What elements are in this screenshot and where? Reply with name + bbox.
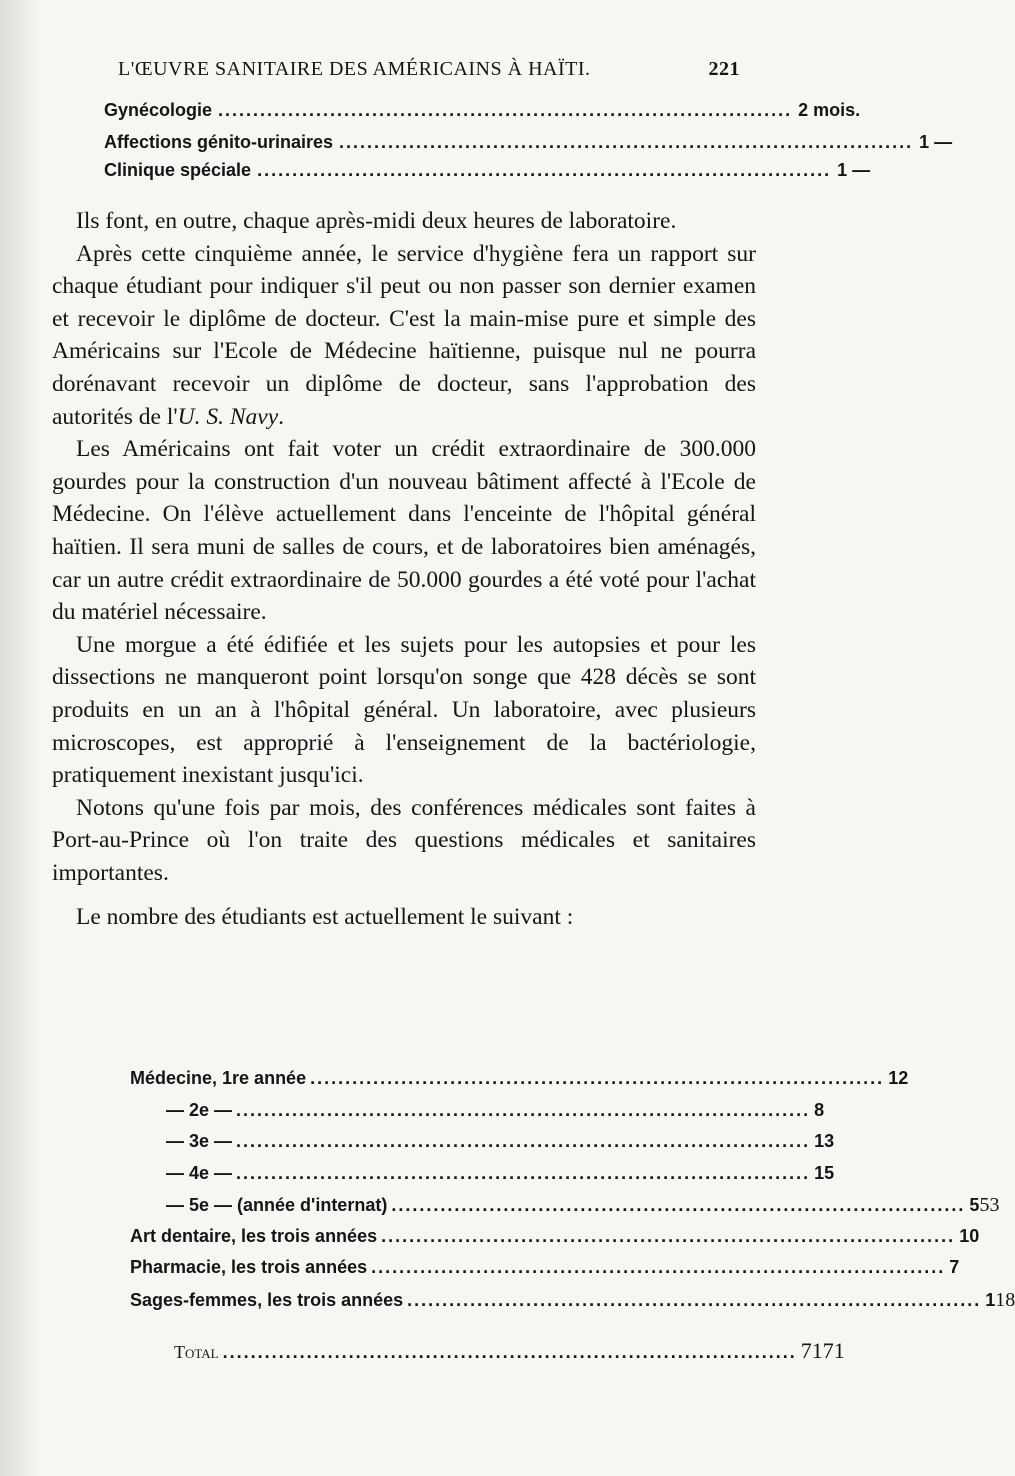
page-number: 221 [708, 58, 740, 80]
row-label: Sages-femmes, les trois années [130, 1289, 404, 1310]
paragraph: Les Américains ont fait voter un crédit extraordinaire de 300.000 gourdes pour la construction d'un nouveau bâtiment affecté à l'Ecole de Médecine. On l'élève actuellement dans l'enceinte de l'hôpital général haïtien. Il sera muni de salles de cours, et de laboratoires bien aménagés, car un autre crédit extraordinaire de 50.000 gourdes a été voté pour l'achat du matériel nécessaire. [52, 436, 756, 626]
row-label: Médecine, 1re année [130, 1068, 307, 1088]
row-count: 10 [959, 1225, 980, 1246]
row-subtotal: 53 [979, 1194, 1000, 1216]
dot-leader: .................................................................................. [371, 1257, 946, 1277]
row-count: 5 [969, 1195, 980, 1215]
schedule-value: 1 — [919, 132, 953, 152]
student-count-table [130, 1068, 1015, 1370]
dot-leader: .................................................................................. [339, 132, 914, 152]
dot-leader: .................................................................................. [222, 1342, 797, 1362]
dot-leader: .................................................................................. [236, 1131, 811, 1151]
row-count: 13 [814, 1131, 835, 1151]
table-row [130, 1162, 835, 1195]
row-label: — 3e — [166, 1131, 233, 1151]
table-row [130, 1288, 1015, 1321]
schedule-label: Affections génito-urinaires [104, 132, 334, 152]
paragraph: Ils font, en outre, chaque après-midi deux heures de laboratoire. [76, 208, 677, 234]
dot-leader: .................................................................................. [236, 1099, 811, 1120]
paragraph: Le nombre des étudiants est actuellement le suivant : [76, 904, 574, 931]
row-count: 1 [985, 1289, 996, 1310]
dot-leader: .................................................................................. [218, 100, 793, 120]
row-count: 15 [814, 1162, 835, 1183]
row-count: 12 [888, 1068, 909, 1088]
row-label: — 4e — [166, 1162, 233, 1183]
row-subtotal: 18 [995, 1288, 1015, 1311]
running-header [118, 58, 740, 81]
running-title: L'ŒUVRE SANITAIRE DES AMÉRICAINS À HAÏTI. [118, 58, 591, 80]
body-text [52, 205, 756, 934]
table-row [130, 1068, 909, 1100]
dot-leader: .................................................................................. [407, 1289, 982, 1310]
table-row [130, 1225, 980, 1258]
total-label: Total [174, 1342, 219, 1362]
table-row [130, 1257, 960, 1289]
schedule-row [104, 132, 953, 153]
schedule-row [104, 160, 871, 181]
table-row [130, 1099, 825, 1132]
schedule-label: Clinique spéciale [104, 160, 252, 180]
paragraph: Notons qu'une fois par mois, des conférences médicales sont faites à Port-au-Prince où l'on traite des questions médicales et sanitaires importantes. [52, 794, 756, 886]
paragraph [52, 238, 756, 434]
page-edge-shadow [0, 0, 40, 1476]
paragraph: Une morgue a été édifiée et les sujets pour les autopsies et pour les dissections ne manqueront point lorsqu'on songe que 428 décès se sont produits en un an à l'hôpital général. Un laboratoire, avec plusieurs microscopes, est approprié à l'enseignement de la bactériologie, pratiquement inexistant jusqu'ici. [52, 631, 756, 789]
total-row [130, 1338, 845, 1370]
schedule-row [104, 100, 861, 121]
paragraph-text: . [278, 403, 285, 430]
dot-leader: .................................................................................. [381, 1225, 956, 1246]
row-label: Pharmacie, les trois années [130, 1257, 368, 1277]
row-label: Art dentaire, les trois années [130, 1225, 378, 1246]
schedule-value: 1 — [837, 160, 871, 180]
row-label: — 2e — [166, 1099, 233, 1120]
paragraph-text: Après cette cinquième année, le service d'hygiène fera un rapport sur chaque étudiant pour indiquer s'il peut ou non passer son dernier examen et recevoir le diplôme de docteur. C'est la main-mise pure et simple des Américains sur l'Ecole de Médecine haïtienne, puisque nul ne pourra dorénavant recevoir un diplôme de docteur, sans l'approbation des autorités de l' [52, 240, 756, 430]
emphasis-text: U. S. Navy [177, 403, 279, 430]
row-label: — 5e — (année d'internat) [166, 1195, 388, 1215]
total-count: 71 [800, 1338, 823, 1363]
schedule-label: Gynécologie [104, 100, 213, 120]
dot-leader: .................................................................................. [236, 1162, 811, 1183]
table-row [130, 1194, 1000, 1226]
dot-leader: .................................................................................. [391, 1195, 966, 1215]
row-count: 7 [949, 1257, 960, 1277]
schedule-value: 2 mois. [798, 100, 861, 120]
dot-leader: .................................................................................. [310, 1068, 885, 1088]
row-count: 8 [814, 1099, 825, 1120]
total-subtotal: 71 [822, 1338, 845, 1363]
dot-leader: .................................................................................. [257, 160, 832, 180]
table-row [130, 1131, 835, 1163]
